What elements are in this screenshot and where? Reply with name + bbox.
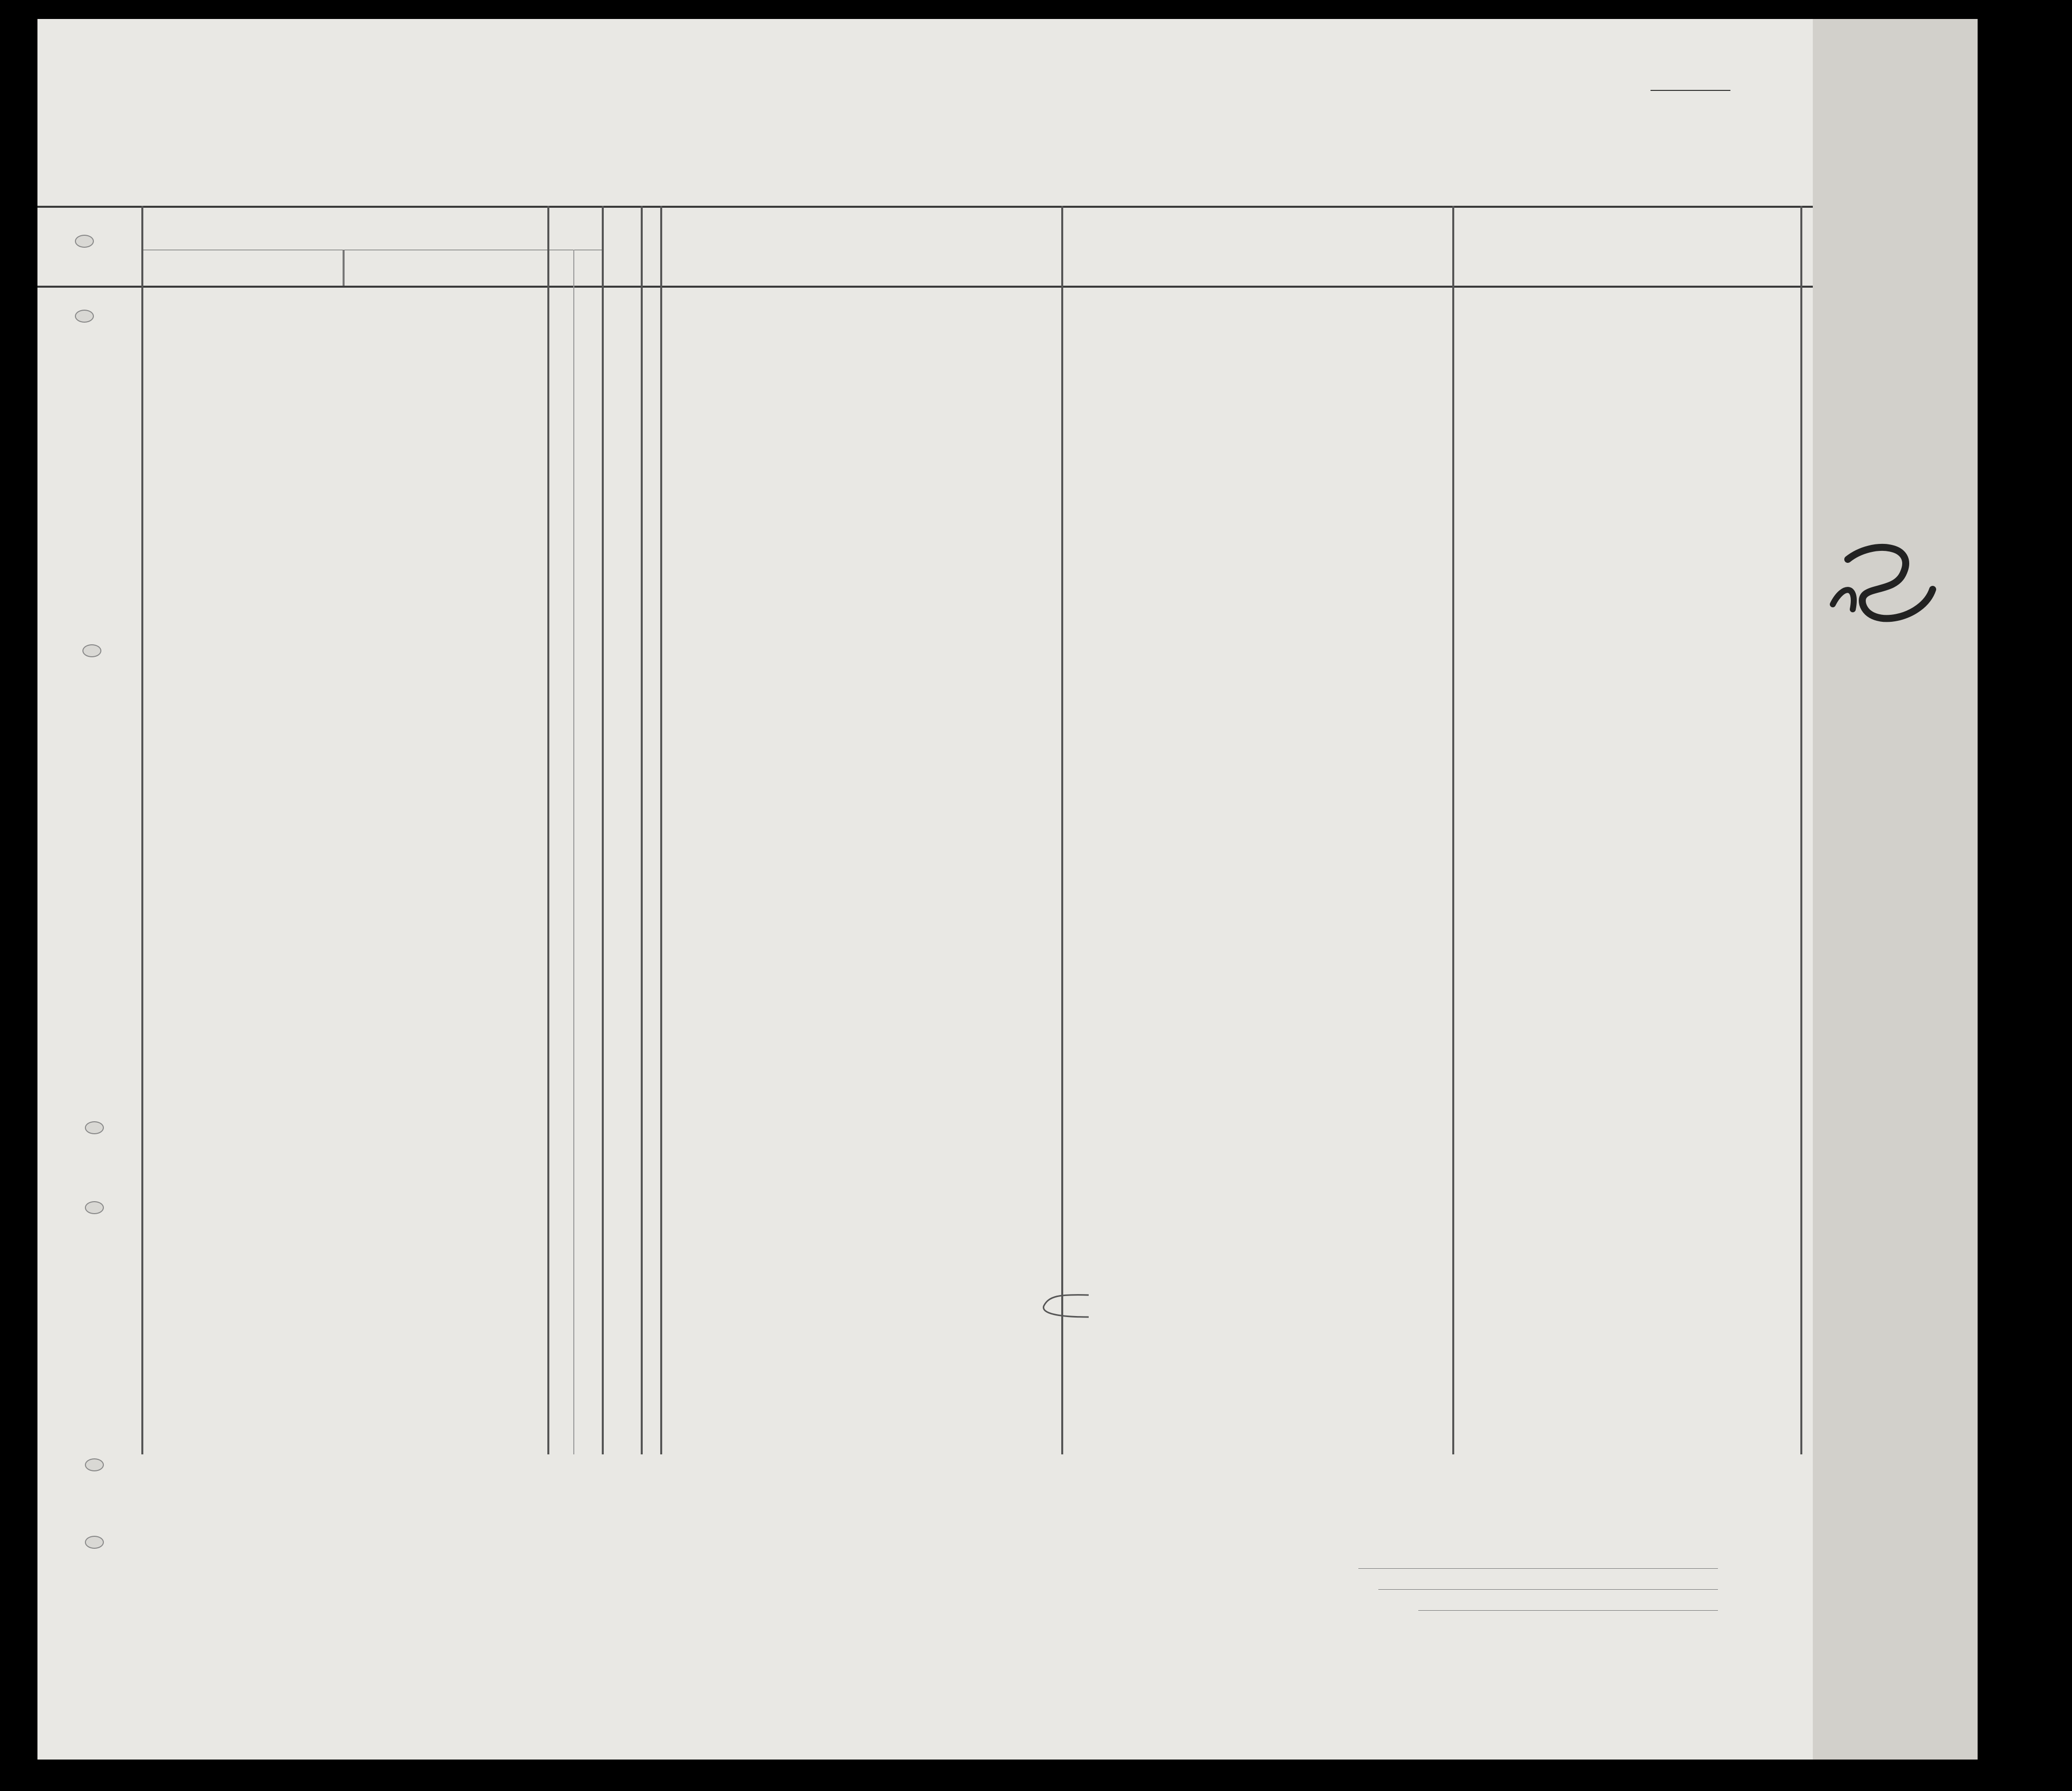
number-underline <box>1651 90 1730 91</box>
punch-hole-2 <box>75 310 94 323</box>
col-line-ms <box>641 206 643 1454</box>
punch-hole-1 <box>75 235 94 248</box>
margin-scribble <box>1828 529 1948 644</box>
punch-hole-6 <box>85 1458 104 1471</box>
col-line-1 <box>141 206 143 1454</box>
col-line-mos <box>573 250 574 1454</box>
punch-hole-5 <box>85 1201 104 1214</box>
quarantine-bracket <box>1029 1291 1094 1321</box>
col-line-addr <box>1452 206 1454 1454</box>
col-line-sex <box>602 206 604 1454</box>
agents-field-underline <box>1418 1610 1718 1611</box>
col-line-age <box>547 206 549 1454</box>
col-line-right <box>1800 206 1802 1454</box>
col-line-given <box>343 250 345 286</box>
punch-hole-7 <box>85 1536 104 1549</box>
adjacent-page-edge <box>1813 19 1978 1760</box>
owners-field-underline <box>1378 1589 1718 1590</box>
punch-hole-3 <box>82 644 101 657</box>
header-top-rule <box>37 206 1813 208</box>
line-field-underline <box>1358 1568 1718 1569</box>
manifest-page <box>37 19 1813 1760</box>
col-line-birth <box>660 206 662 1454</box>
col-line-nat <box>1061 206 1063 1454</box>
header-bottom-rule <box>37 286 1813 288</box>
punch-hole-4 <box>85 1121 104 1134</box>
